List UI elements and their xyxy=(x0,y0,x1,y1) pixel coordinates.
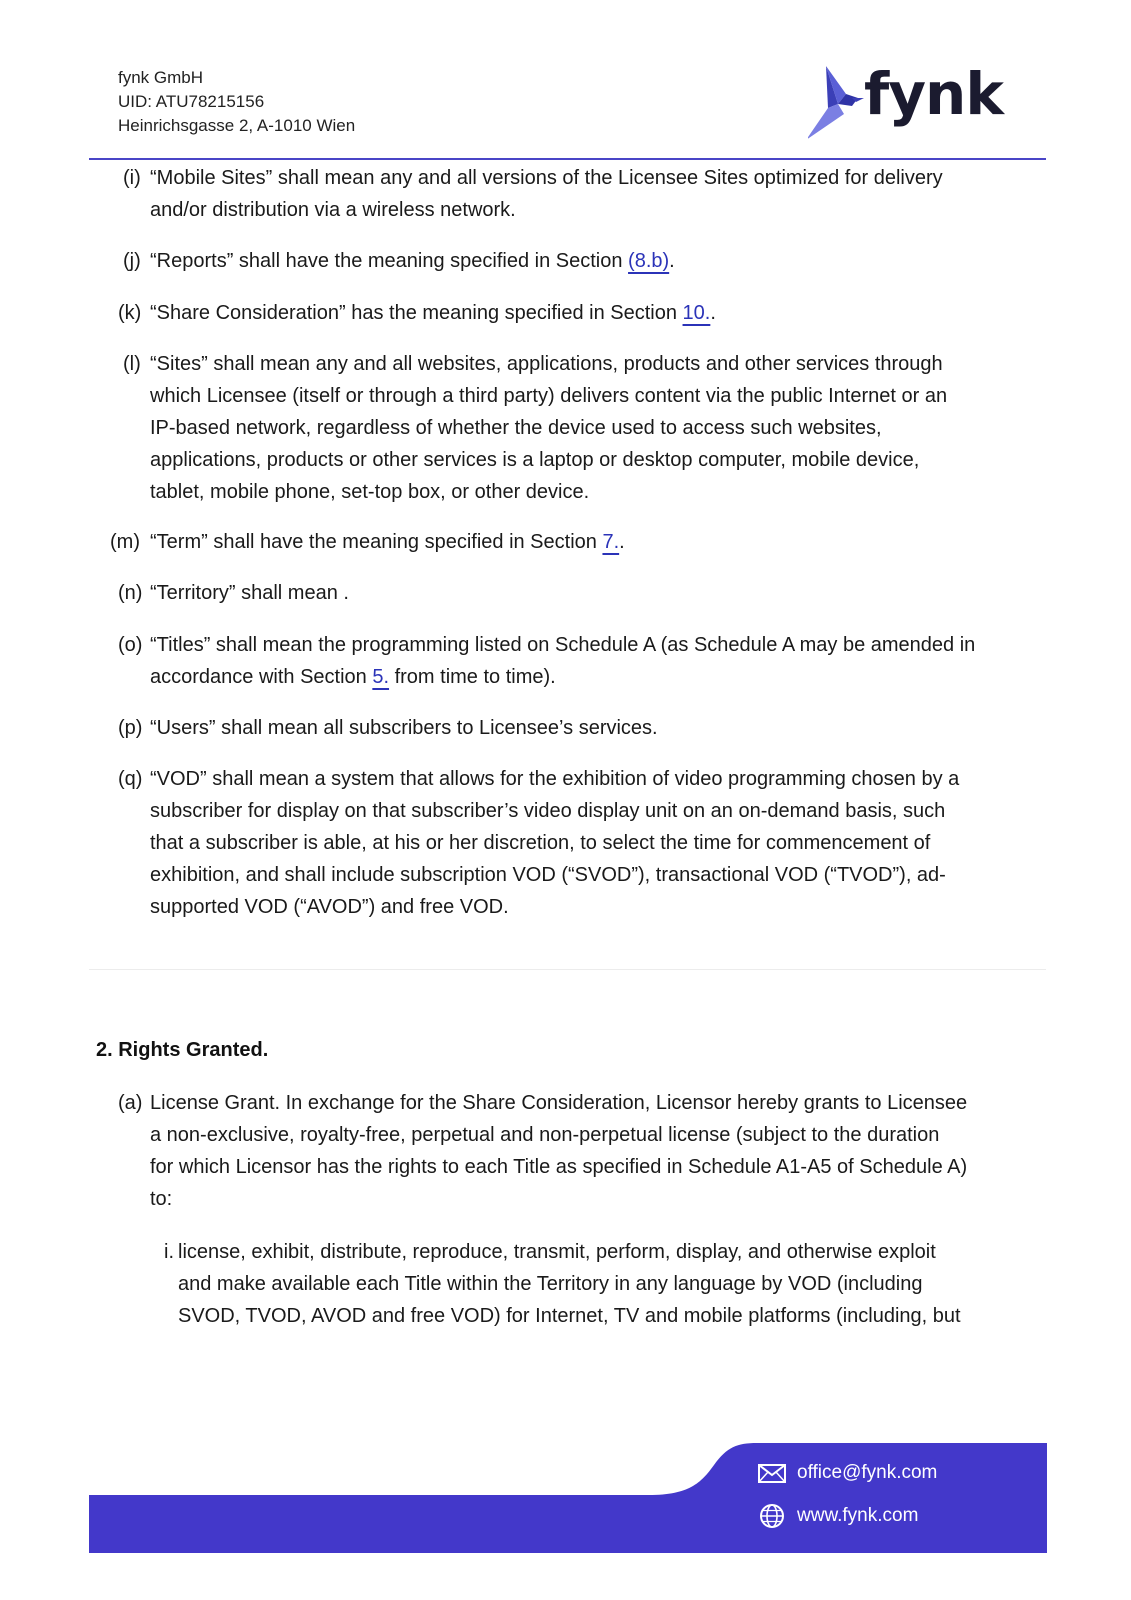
item-label: (q) xyxy=(118,768,143,790)
item-text xyxy=(150,245,1050,277)
text-segment: accordance with Section xyxy=(150,666,373,688)
item-label: (n) xyxy=(118,582,143,604)
item-text xyxy=(150,577,1050,609)
item-label: i. xyxy=(164,1241,174,1263)
globe-icon xyxy=(757,1503,787,1529)
company-name: fynk GmbH xyxy=(118,68,204,87)
item-text xyxy=(150,1087,1050,1215)
item-text xyxy=(150,348,1050,508)
bird-logo-icon xyxy=(808,64,870,140)
envelope-icon xyxy=(757,1460,787,1486)
website-text: www.fynk.com xyxy=(797,1505,919,1526)
header-divider xyxy=(89,158,1046,160)
section-ref-link[interactable]: 5. xyxy=(372,666,390,688)
item-text xyxy=(150,526,1050,558)
item-label: (a) xyxy=(118,1092,143,1114)
text-segment: “Term” shall have the meaning specified in Section xyxy=(150,531,603,553)
item-text xyxy=(150,629,1050,693)
fynk-logo xyxy=(808,60,1008,140)
section-ref-link[interactable]: 10. xyxy=(682,302,711,324)
text-segment: “Share Consideration” has the meaning specified in Section xyxy=(150,302,683,324)
company-info xyxy=(118,66,355,138)
text-line: “Titles” shall mean the programming listed on Schedule A (as Schedule A may be amended in xyxy=(150,634,976,656)
section-heading: 2. Rights Granted. xyxy=(96,1039,269,1061)
text-line: supported VOD (“AVOD”) and free VOD. xyxy=(150,896,509,918)
text-line: to: xyxy=(150,1188,173,1210)
text-line: applications, products or other services is a laptop or desktop computer, mobile device, xyxy=(150,449,920,471)
text-line: a non-exclusive, royalty-free, perpetual and non-perpetual license (subject to the duration xyxy=(150,1124,940,1146)
text-line: subscriber for display on that subscriber’s video display unit on an on-demand basis, such xyxy=(150,800,946,822)
section-ref-link[interactable]: (8.b) xyxy=(628,250,670,272)
text-line: and/or distribution via a wireless network. xyxy=(150,199,516,221)
item-label: (p) xyxy=(118,717,143,739)
page-footer xyxy=(89,1443,1047,1553)
text-segment: . xyxy=(619,531,625,553)
text-line: exhibition, and shall include subscription VOD (“SVOD”), transactional VOD (“TVOD”), ad- xyxy=(150,864,946,886)
item-text xyxy=(150,763,1050,923)
text-line: that a subscriber is able, at his or her discretion, to select the time for commencement of xyxy=(150,832,931,854)
text-line: license, exhibit, distribute, reproduce, transmit, perform, display, and otherwise exploit xyxy=(178,1241,936,1263)
text-line: which Licensee (itself or through a third party) delivers content via the public Internet or an xyxy=(150,385,948,407)
text-segment: from time to time). xyxy=(389,666,556,688)
item-text xyxy=(150,297,1050,329)
email-text: office@fynk.com xyxy=(797,1462,938,1483)
text-line xyxy=(150,661,1050,693)
item-label: (k) xyxy=(118,302,142,324)
logo-wordmark: fynk xyxy=(864,60,1003,128)
text-line: tablet, mobile phone, set-top box, or other device. xyxy=(150,481,590,503)
text-segment: “Reports” shall have the meaning specified in Section xyxy=(150,250,629,272)
item-text xyxy=(150,162,1050,226)
footer-website[interactable] xyxy=(757,1503,918,1529)
section-ref-link[interactable]: 7. xyxy=(602,531,620,553)
text-line: and make available each Title within the Territory in any language by VOD (including xyxy=(178,1273,923,1295)
text-segment: . xyxy=(710,302,716,324)
item-text xyxy=(150,712,1050,744)
footer-email[interactable] xyxy=(757,1460,937,1486)
text-segment: . xyxy=(669,250,675,272)
text-line: License Grant. In exchange for the Share Consideration, Licensor hereby grants to Licensee xyxy=(150,1092,968,1114)
text-line: “Users” shall mean all subscribers to Licensee’s services. xyxy=(150,717,658,739)
item-label: (m) xyxy=(110,531,140,553)
item-text xyxy=(178,1236,1038,1332)
text-line: “Mobile Sites” shall mean any and all versions of the Licensee Sites optimized for delivery xyxy=(150,167,943,189)
text-line: “Territory” shall mean . xyxy=(150,582,349,604)
text-line: IP-based network, regardless of whether the device used to access such websites, xyxy=(150,417,882,439)
item-label: (j) xyxy=(123,250,141,272)
item-label: (i) xyxy=(123,167,141,189)
text-line: “Sites” shall mean any and all websites, applications, products and other services through xyxy=(150,353,943,375)
company-uid: UID: ATU78215156 xyxy=(118,92,265,111)
text-line: SVOD, TVOD, AVOD and free VOD) for Internet, TV and mobile platforms (including, but xyxy=(178,1305,961,1327)
page-header xyxy=(0,0,1131,160)
company-address: Heinrichsgasse 2, A-1010 Wien xyxy=(118,116,356,135)
text-line: “VOD” shall mean a system that allows for the exhibition of video programming chosen by a xyxy=(150,768,960,790)
item-label: (o) xyxy=(118,634,143,656)
text-line: for which Licensor has the rights to each Title as specified in Schedule A1-A5 of Schedule A) xyxy=(150,1156,968,1178)
section-divider xyxy=(89,969,1046,970)
item-label: (l) xyxy=(123,353,141,375)
